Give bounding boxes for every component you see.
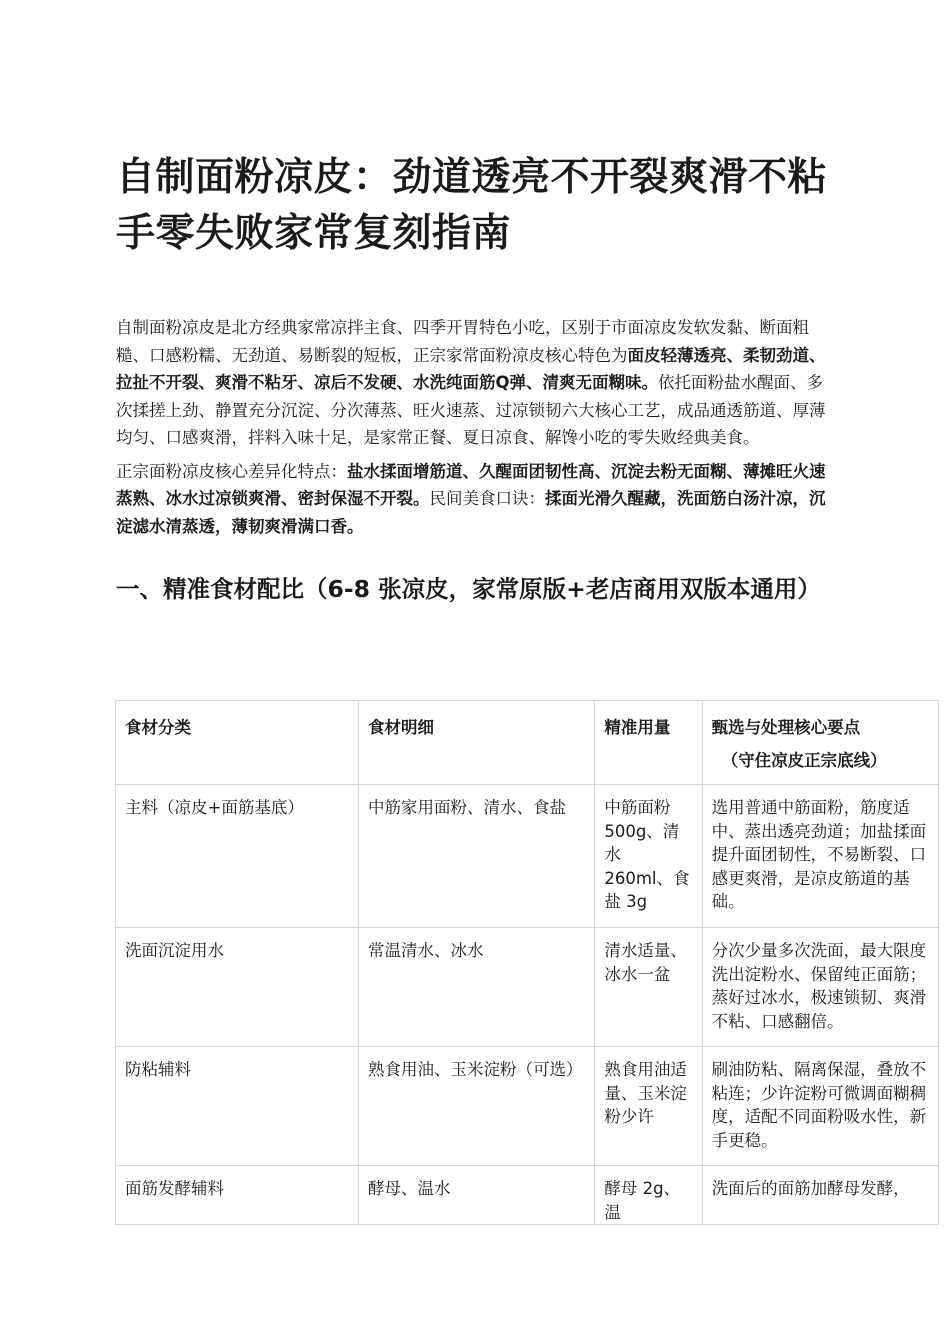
table-cell: 分次少量多次洗面，最大限度洗出淀粉水、保留纯正面筋；蒸好过冰水，极速锁韧、爽滑不粘、口感翻倍。 (702, 928, 938, 1047)
header-tips-main: 甄选与处理核心要点 (711, 718, 861, 737)
features-bold-1: 盐水揉面增筋道、久醒面团韧性高、沉淀去粉无面糊、薄摊旺火速蒸熟、冰水过凉锁爽滑、密封保湿不开裂。 (116, 461, 826, 508)
header-amount: 精准用量 (595, 701, 702, 785)
table-cell: 中筋面粉 500g、清水 260ml、食盐 3g (595, 785, 702, 928)
intro-bold-1: 面皮轻薄透亮、柔韧劲道、拉扯不开裂、爽滑不粘牙、凉后不发硬、水洗纯面筋Q弹、清爽无面糊味。 (116, 345, 826, 392)
header-category: 食材分类 (116, 701, 359, 785)
page-title: 自制面粉凉皮：劲道透亮不开裂爽滑不粘手零失败家常复刻指南 (116, 155, 828, 256)
table-cell: 主料（凉皮+面筋基底） (116, 785, 359, 928)
features-bold-2: 揉面光滑久醒藏，洗面筋白汤汁凉，沉淀滤水清蒸透，薄韧爽滑满口香。 (116, 489, 826, 536)
table-row (116, 785, 939, 928)
table-cell: 洗面后的面筋加酵母发酵， (702, 1166, 938, 1225)
intro-text-2: 依托面粉盐水醒面、多次揉搓上劲、静置充分沉淀、分次薄蒸、旺火速蒸、过凉锁韧六大核心工艺，成品通透筋道、厚薄均匀、口感爽滑，拌料入味十足，是家常正餐、夏日凉食、解馋小吃的零失败经典美食。 (116, 373, 826, 447)
ingredient-table (115, 700, 939, 1225)
features-text-1: 正宗面粉凉皮核心差异化特点： (116, 461, 347, 481)
section-heading: 一、精准食材配比（6-8 张凉皮，家常原版+老店商用双版本通用） (116, 575, 821, 603)
table-cell: 熟食用油适量、玉米淀粉少许 (595, 1047, 702, 1166)
document-page (116, 150, 836, 609)
table-row (116, 928, 939, 1047)
table-header-row (116, 701, 939, 785)
table-cell: 选用普通中筋面粉，筋度适中、蒸出透亮劲道；加盐揉面提升面团韧性，不易断裂、口感更爽滑，是凉皮筋道的基础。 (702, 785, 938, 928)
table-cell: 熟食用油、玉米淀粉（可选） (358, 1047, 594, 1166)
features-paragraph (116, 458, 836, 541)
table-cell: 中筋家用面粉、清水、食盐 (358, 785, 594, 928)
table-cell: 清水适量、冰水一盆 (595, 928, 702, 1047)
table-cell: 酵母 2g、温 (595, 1166, 702, 1225)
table-cell: 防粘辅料 (116, 1047, 359, 1166)
features-text-2: 民间美食口诀： (429, 489, 545, 508)
intro-text-1: 自制面粉凉皮是北方经典家常凉拌主食、四季开胃特色小吃，区别于市面凉皮发软发黏、断面粗糙、口感粉糯、无劲道、易断裂的短板，正宗家常面粉凉皮核心特色为 (116, 318, 809, 365)
table-row (116, 1166, 939, 1225)
table-cell: 洗面沉淀用水 (116, 928, 359, 1047)
table-row (116, 1047, 939, 1166)
table-cell: 刷油防粘、隔离保湿，叠放不粘连；少许淀粉可微调面糊稠度，适配不同面粉吸水性，新手更稳。 (702, 1047, 938, 1166)
table-cell: 酵母、温水 (358, 1166, 594, 1225)
header-tips (702, 701, 938, 785)
table-cell: 常温清水、冰水 (358, 928, 594, 1047)
table-cell: 面筋发酵辅料 (116, 1166, 359, 1225)
header-detail: 食材明细 (358, 701, 594, 785)
header-tips-sub: （守住凉皮正宗底线） (721, 750, 887, 770)
intro-paragraph (116, 314, 836, 452)
